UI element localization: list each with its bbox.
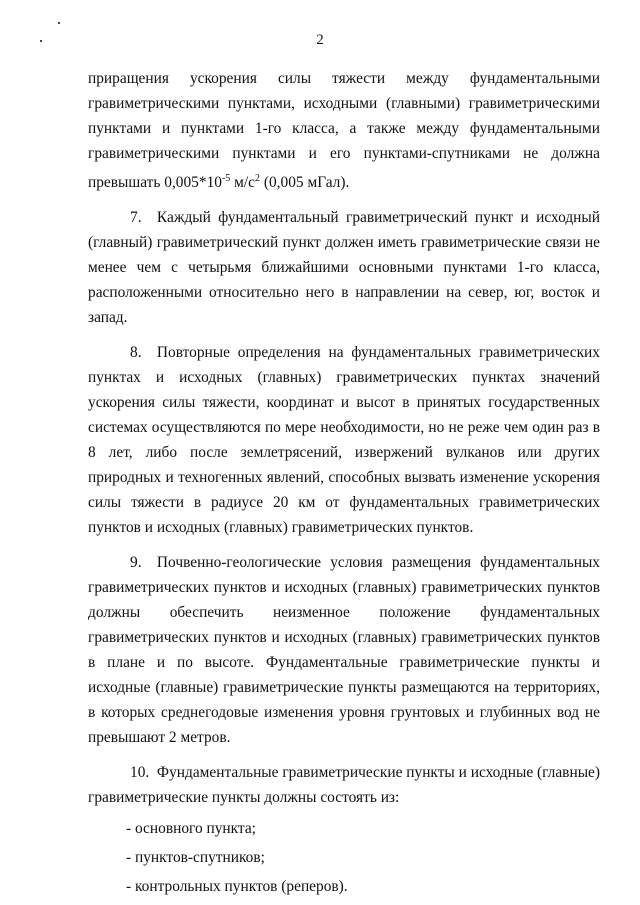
scan-artifact-dot bbox=[58, 22, 60, 24]
component-list bbox=[88, 816, 600, 899]
paragraph-7: 7. Каждый фундаментальный гравиметрический пункт и исходный (главный) гравиметрический пункт должен иметь гравиметрические связи не менее чем с четырьмя ближайшими основными пунктами 1-го класса, расположенными относительно него в направлении на север, юг, восток и запад. bbox=[88, 209, 600, 327]
list-item: - основного пункта; bbox=[126, 820, 256, 838]
paragraph-text: приращения ускорения силы тяжести между фундаментальными гравиметрическими пунктами, исходными (главными) гравиметрическими пунктами и пунктами 1-го класса, а также между фундаментальными гравиметрическими пунктами и его пунктами-спутниками не должна превышать 0,005*10 bbox=[88, 70, 600, 192]
list-item: - пунктов-спутников; bbox=[126, 849, 265, 867]
page-number: 2 bbox=[316, 32, 324, 48]
paragraph-tail: (0,005 мГал). bbox=[260, 174, 350, 192]
paragraph-6-continuation bbox=[88, 66, 600, 195]
paragraph-10: 10. Фундаментальные гравиметрические пункты и исходные (главные) гравиметрические пункты должны состоять из: bbox=[88, 764, 600, 807]
unit-exponent: 2 bbox=[255, 173, 261, 184]
list-item: - контрольных пунктов (реперов). bbox=[126, 878, 348, 896]
exponent: -5 bbox=[221, 173, 231, 184]
paragraph-8: 8. Повторные определения на фундаментальных гравиметрических пунктах и исходных (главных) гравиметрических пунктах значений ускорения силы тяжести, координат и высот в принятых государственных системах осуществляются по мере необходимости, но не реже чем один раз в 8 лет, либо после землетрясений, извержений вулканов или других природных и техногенных явлений, способных вызвать изменение ускорения силы тяжести в радиусе 20 км от фундаментальных гравиметрических пунктов и исходных (главных) гравиметрических пунктов. bbox=[88, 344, 600, 537]
scan-artifact-dot bbox=[40, 40, 42, 42]
paragraph-9: 9. Почвенно-геологические условия размещения фундаментальных гравиметрических пунктов и исходных (главных) гравиметрических пунктов должны обеспечить неизменное положение фундаментальных гравиметрических пунктов и исходных (главных) гравиметрических пунктов в плане и по высоте. Фундаментальные гравиметрические пункты и исходные (главные) гравиметрические пункты размещаются на территориях, в которых среднегодовые изменения уровня грунтовых и глубинных вод не превышают 2 метров. bbox=[88, 554, 600, 747]
document-body bbox=[88, 66, 600, 899]
unit-text: м/с bbox=[230, 174, 256, 192]
